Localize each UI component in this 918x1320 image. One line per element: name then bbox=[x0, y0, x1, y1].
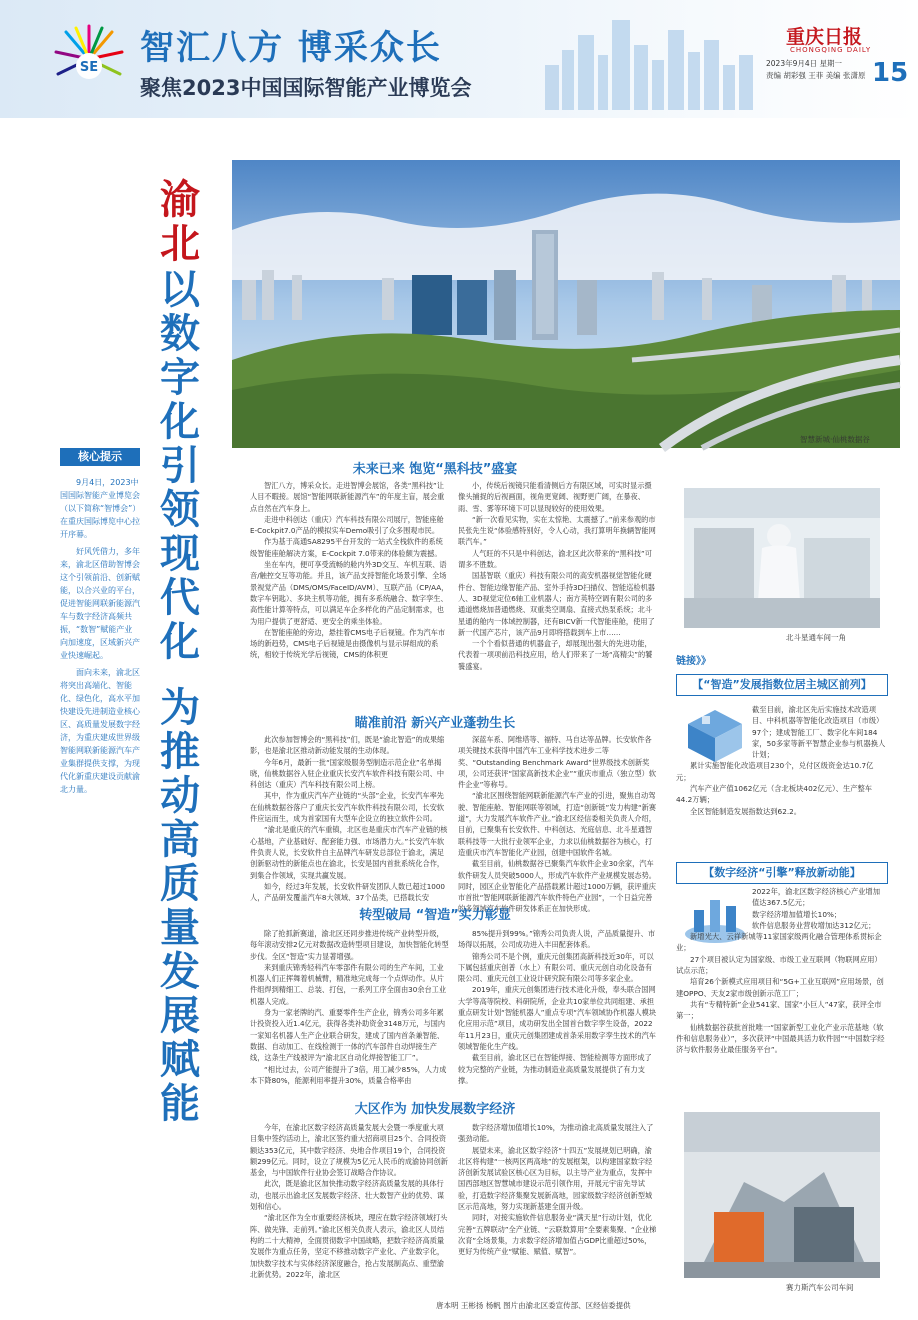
article4-paragraph: 同时，对接实施软件信息服务业“满天星”行动计划，优化完善“五牌联动”全产业链、“云联数算用”全要素集聚、“企业梯次育”全场景集，力求数字经济增加值占GDP比重超过50%，更好为传统产业“赋能、赋值、赋智”。 bbox=[458, 1213, 657, 1257]
article2-title: 瞄准前沿 新兴产业蓬勃生长 bbox=[354, 716, 516, 731]
article2-col-left bbox=[250, 734, 450, 903]
article1-paragraph: “新一次看见实物，实在太惊艳、太震撼了。”前来参观的市民张先生说“体验感特别好，令人心动，我打算明年换辆智能网联汽车。” bbox=[458, 514, 656, 547]
box2-paragraph: 软件信息服务业营收增加达312亿元； bbox=[752, 920, 876, 930]
article2-paragraph: 其中，作为重庆汽车产业链的“头部”企业，长安汽车率先在仙桃数据谷落户了重庆长安汽车软件科技有限公司，长安软件应运而生，成为首家国有大型车企设立的独立软件公司。 bbox=[250, 791, 445, 824]
article3-title: 转型破局 “智造”实力彰显 bbox=[359, 908, 511, 923]
side-photo1-caption: 北斗星通车间一角 bbox=[786, 633, 846, 642]
article1-paragraph: 国基智联（重庆）科技有限公司的高安机器视觉智能化硬件台、智能边缘智能产品、室外手持3D扫描仪、智能巡检机器人、3D视觉定位6轴工业机器人；南方英特空调有限公司的多通道燃烧加普通燃烧、双重类空调扇、直接式热泵系统；北斗星通的舱内一体域控制器，还有BICV新一代智能座舱，使用了新一代国产芯片，该产品9月即将搭载到车上市…… bbox=[458, 571, 655, 637]
article2-paragraph: 此次参加智博会的“黑科技”们，既是“渝北智造”的成果缩影，也是渝北区推动新动能发展的生动体现。 bbox=[250, 735, 445, 756]
article3-paragraph: 85%提升到99%。”锦秀公司负责人说，产品质量提升、市场得以拓展，公司成功进入丰田配套体系。 bbox=[458, 929, 656, 950]
keypoint-paragraph: 9月4日，2023中国国际智能产业博览会（以下简称“智博会”）在重庆国际博览中心拉开序幕。 bbox=[60, 478, 140, 539]
box2-paragraph: 2022年，渝北区数字经济核心产业增加值达367.5亿元； bbox=[752, 887, 881, 908]
page-header bbox=[0, 0, 918, 118]
footer-credit: 唐本明 王彬扬 杨帆 图片由渝北区委宣传部、区经信委提供 bbox=[436, 1301, 631, 1310]
box1-title: 【“智造”发展指数位居主城区前列】 bbox=[676, 674, 888, 696]
article2-paragraph: “渝北是重庆的汽车重镇，北区也是重庆市汽车产业链的核心基地，产业基础好、配套能力强、市场潜力大。”长安汽车软件负责人说，长安软件自主品牌汽车研发总部位于渝北，满足创新驱动性的新能点也在渝北，长安是国内首批系统化合作，到集合作领域，实现共赢发展。 bbox=[250, 825, 448, 880]
article3-col-left bbox=[250, 928, 450, 1088]
article3-paragraph: 来到重庆锦秀轻科汽车零部件有限公司的生产车间，工业机器人们正挥舞着机械臂，精准地完成每一个点焊动作。从片件组焊到精细工、总装、打包，一系列工序全面由30余台工业机器人完成。 bbox=[250, 962, 447, 1006]
article1-paragraph: 人气旺的不只是中科创达，渝北区此次带来的“黑科技”可谓多不胜数。 bbox=[458, 548, 652, 570]
box1-paragraph: 全区智能制造发展指数达到62.2。 bbox=[690, 806, 802, 816]
box2-title: 【数字经济“引擎”释放新动能】 bbox=[676, 862, 888, 884]
box2-paragraph: 培育26个新模式应用项目和“5G+工业互联网”应用场景，创建OPPO、天友2家市级创新示范工厂； bbox=[676, 977, 884, 998]
article3-col-right bbox=[458, 928, 658, 1088]
dateline: 2023年9月4日 星期一 bbox=[766, 59, 843, 68]
article1-paragraph: 智汇八方，博采众长。走进智博会展馆，各类“黑科技”让人目不暇接。展馆“智能网联新能源汽车”的年度主盲，展会重点自然在汽车身上。 bbox=[250, 481, 445, 513]
article3-paragraph: 身为一家老牌的汽、重要零件生产企业，锦秀公司多年累计投资投入近1.4亿元，获得各类补助资金3148万元，与国内一家知名机器人生产企业联合研发，建成了国内首条兼智能、数据、自动加工、在线检测于一体的汽车部件自动焊接生产线，这条生产线被评为“渝北区自动化焊接智能工厂”。 bbox=[250, 1008, 446, 1063]
expo-logo-text: SE bbox=[79, 60, 99, 75]
article1-paragraph: 作为基于高通SA8295平台开发的一站式全栈软件的系统级智能座舱解决方案，E-Cockpit 7.0带来的体验颇为震撼。 bbox=[250, 537, 443, 558]
main-photo-city-aerial bbox=[232, 160, 900, 448]
side-photo2-caption: 赛力斯汽车公司车间 bbox=[786, 1283, 854, 1292]
link-label: 链接》》 bbox=[676, 656, 711, 667]
side-photo-factory bbox=[684, 1112, 880, 1278]
box2-paragraph: 数字经济增加值增长10%； bbox=[752, 909, 842, 919]
article4-paragraph: 今年，在渝北区数字经济高质量发展大会暨一季度重大项目集中签约活动上，渝北区签约重大招商项目25个、合同投资额达353亿元，其中数字经济、央地合作项目19个，合同投资额299亿元。同时，设立了规模为5亿元人民币的成渝协同创新基金，与中国软件行业协会签订战略合作协议。 bbox=[250, 1123, 448, 1178]
article1-paragraph: 在智能座舱的旁边，悬挂着CMS电子后视镜。作为汽车市场的新趋势，CMS电子后视镜是由摄像机与显示屏组成的系统，相较于传统光学后视镜，CMS的体积更 bbox=[250, 627, 446, 660]
keypoint-paragraph: 面向未来，渝北区将突出高端化、智能化、绿色化，高水平加快建设先进制造业核心区、高质量发展数字经济，为重庆建成世界级智能网联新能源汽车产业集群提供支撑，为现代化新重庆建设贡献渝北力量。 bbox=[60, 668, 140, 794]
article4-paragraph: 数字经济增加值增长10%，为推动渝北高质量发展注入了强劲动能。 bbox=[458, 1123, 654, 1144]
article1-col-right bbox=[458, 480, 658, 700]
article1-paragraph: 一个个看似普通的机器盒子，却展现出强大的先进功能，代表着一项项前沿科技应用，给人们带来了一场“高精尖”的饕餮盛宴。 bbox=[458, 639, 653, 671]
article4-title: 大区作为 加快发展数字经济 bbox=[354, 1102, 516, 1117]
article3-paragraph: 除了抢抓新赛道，渝北区还同步推进传统产业转型升级，每年滚动安排2亿元对数据改造转型项目建设，加快智能化转型步伐。全区“智造”实力显著增强。 bbox=[250, 929, 449, 961]
box2-paragraph: 仙桃数据谷获批首批唯一“国家新型工业化产业示范基地（软件和信息服务业）”，多次获评“中国最具活力软件园”“中国数字经济与软件服务业最佳服务平台”。 bbox=[676, 1022, 885, 1055]
expo-logo-icon bbox=[52, 22, 126, 96]
box2-paragraph: 新增光大、云祥新城等11家国家级两化融合管理体系贯标企业； bbox=[676, 932, 882, 953]
article2-col-right bbox=[458, 734, 658, 914]
header-subtitle: 聚焦2023中国国际智能产业博览会 bbox=[140, 76, 472, 100]
article1-col-left bbox=[250, 480, 450, 685]
article1-paragraph: 小，传统后视镜只能看清侧后方有限区域，可实时显示摄像头捕捉的后视画面，视角更宽阔、视野更广阔，在暴夜、雨、雪、雾等环境下可以显现较好的使用效果。 bbox=[458, 481, 652, 513]
keypoint-text bbox=[60, 476, 140, 800]
article3-paragraph: 截至目前，渝北区已在智能焊接、智能检测等方面形成了较为完整的产业链，为推动制造业高质量发展提供了有力支撑。 bbox=[458, 1053, 652, 1085]
headline-main bbox=[150, 268, 210, 1126]
headline-text: 渝 北 bbox=[160, 176, 200, 267]
article2-paragraph: 深蓝车系、阿维塔等、福特、马自达等品牌。长安软件各项关键技术获得中国汽车工业科学技术进步二等奖、“Outstanding Benchmark Award”世界级技术创新奖项，公司还获评“国家高新技术企业”“重庆市重点（独立型）软件企业”等称号。 bbox=[458, 735, 657, 790]
box2-paragraph: 27个项目被认定为国家级、市级工业互联网（物联网应用）试点示范； bbox=[676, 954, 882, 976]
article2-paragraph: 今年6月，最新一批“国家级服务型制造示范企业”名单揭晓，仙桃数据谷入驻企业重庆长安汽车软件科技有限公司、中科创达（重庆）汽车科技有限公司上榜。 bbox=[250, 757, 445, 790]
article2-paragraph: 如今，经过3年发展，长安软件研发团队人数已超过1000人，产品研发覆盖汽车8大领域、37个品类，已搭载长安 bbox=[250, 881, 445, 903]
headline-district bbox=[150, 178, 210, 266]
box1-text bbox=[676, 704, 886, 817]
masthead-english: CHONGQING DAILY bbox=[790, 46, 872, 54]
article4-col-right bbox=[458, 1122, 658, 1294]
article1-paragraph: 坐在车内，便可享受流畅的舱内外3D交互、车机互联、语音/触控交互等功能。并且，该产品支持智能化场景引擎、全场景视觉产品（DMS/OMS/FaceID/AVM）、互联产品（CP/AA，数字车钥匙）、多块主机等功能，拥有多系统融合、数字孪生、高性能计算等特点，可以满足车企多样化的产品定制需求，也为用户提供了更舒适、更安全的乘坐体验。 bbox=[250, 560, 449, 626]
skyline-graphic bbox=[540, 10, 770, 110]
box2-text bbox=[676, 886, 886, 1055]
page-number: 15 bbox=[872, 58, 909, 88]
article3-paragraph: 锦秀公司不是个例，重庆元创集团高新科技近30年，可以下属包括重庆创普（水上）有限公司、重庆元创自动化设备有限公司、重庆元创工业设计研究院有限公司等多家企业。 bbox=[458, 951, 654, 984]
article3-paragraph: “相比过去，公司产能提升了3倍，用工减少85%，人力成本下降80%，能源利用率提升30%，质量合格率由 bbox=[250, 1064, 447, 1085]
box1-paragraph: 累计实施智能化改造项目230个，兑付区级资金达10.7亿元； bbox=[676, 761, 874, 782]
main-photo-caption: 智慧新城·仙桃数据谷 bbox=[800, 435, 870, 444]
article4-paragraph: “渝北区作为全市重要经济板块，理应在数字经济领域打头阵、做先锋、走前列。”渝北区相关负责人表示，渝北区人员结构的二十大精神，全面贯彻数字中国战略，把数字经济高质量发展作为重点任务，坚定不移推动数字产业化、产业数字化，加快数字技术与实体经济深度融合，抢占发展制高点、重塑渝北新优势。2022年，渝北区 bbox=[250, 1213, 448, 1279]
article4-col-left bbox=[250, 1122, 450, 1294]
keypoint-paragraph: 好风凭借力，多年来，渝北区借助智博会这个引领前沿、创新赋能，以合兴业的平台，促进智能网联新能源汽车与数字经济高频共振，“数智”赋能产业向加速度，区域新兴产业快速崛起。 bbox=[60, 547, 140, 660]
article4-paragraph: 展望未来，渝北区数字经济“十四五”发展规划已明确，渝北区将构建“一核两区两高地”的发展框架，以构建国家数字经济创新发展试验区核心区为目标，以主导产业为重点，发挥中国西部地区智慧城市建设示范引领作用，开展元宇宙先导试验，打造数字经济集聚发展新高地，园家级数字经济创新型城区示范高地，努力实现新基建全面升级。 bbox=[458, 1145, 653, 1212]
article3-paragraph: 2019年，重庆元创集团进行技术进化升级，奉头联合国网大学等高等院校、科研院所，企业共10家单位共同组建、承担重点研发计划“智能机器人”重点专项“汽车领域协作机器人模块化应用示范”项目，成功研发出全国首台数字孪生设备，2022年11月23日，重庆元创集团建成首条采用数字孪生技术的汽车领域智能化生产线。 bbox=[458, 985, 657, 1051]
masthead-logo: 重庆日报 bbox=[786, 26, 863, 48]
headline-text: 以 数 字 化 引 领 现 代 化 为 推 动 高 质 量 发 展 赋 能 bbox=[160, 266, 200, 1127]
box2-paragraph: 共有“专精特新”企业541家、国家“小巨人”47家，获评全市第一； bbox=[676, 999, 882, 1021]
box1-paragraph: 汽车产业产值1062亿元（含北板块402亿元）、生产整车44.2万辆； bbox=[676, 784, 873, 805]
article2-paragraph: “渝北区围绕智能网联新能源汽车产业的引进，聚焦自动驾驶、智能座舱、智能网联等领域，打造“创新链”发力构建“新赛道”，大力发展汽车软件产业。”渝北区经信委相关负责人介绍，目前，已聚集有长安软件、中科创达、光庭信息、北斗星通智联科技等一大批行业领军企业，力求以仙桃数据谷为核心，打造重庆市汽车智能化产业园，创建中国软件名城。 bbox=[458, 791, 657, 857]
keypoint-label: 核心提示 bbox=[60, 448, 140, 466]
article4-paragraph: 此次，既是渝北区加快推动数字经济高质量发展的具体行动，也展示出渝北区发展数字经济、壮大数智产业的优势、谋划和信心。 bbox=[250, 1179, 445, 1212]
side-photo-workshop bbox=[684, 488, 880, 628]
article1-paragraph: 走进中科创达（重庆）汽车科技有限公司展厅，智能座舱E-Cockpit7.0产品的模拟实车Demo吸引了众多围观市民。 bbox=[250, 514, 444, 536]
article1-title: 未来已来 饱览“黑科技”盛宴 bbox=[352, 462, 518, 477]
box1-paragraph: 截至目前，渝北区先后实施技术改造项目、中科机器等智能化改造项目（市级）97个；建成智能工厂、数字化车间184家，50多家等新平智慧企业参与机器换人计划； bbox=[752, 705, 886, 760]
article2-paragraph: 截至目前，仙桃数据谷已聚集汽车软件企业30余家，汽车软件研发人员突破5000人，形成汽车软件产业规模发展态势。同时，园区企业智能化产品搭载累计超过1000万辆，获评重庆市首批“智能网联新能源汽车软件特色产业园”，一个日益完善的多领域汽车软件研发体系正在加快形成。 bbox=[458, 859, 656, 914]
header-slogan: 智汇八方 博采众长 bbox=[140, 28, 442, 68]
editors-line: 责编 胡彩强 王菲 美编 张潇原 bbox=[766, 71, 866, 80]
